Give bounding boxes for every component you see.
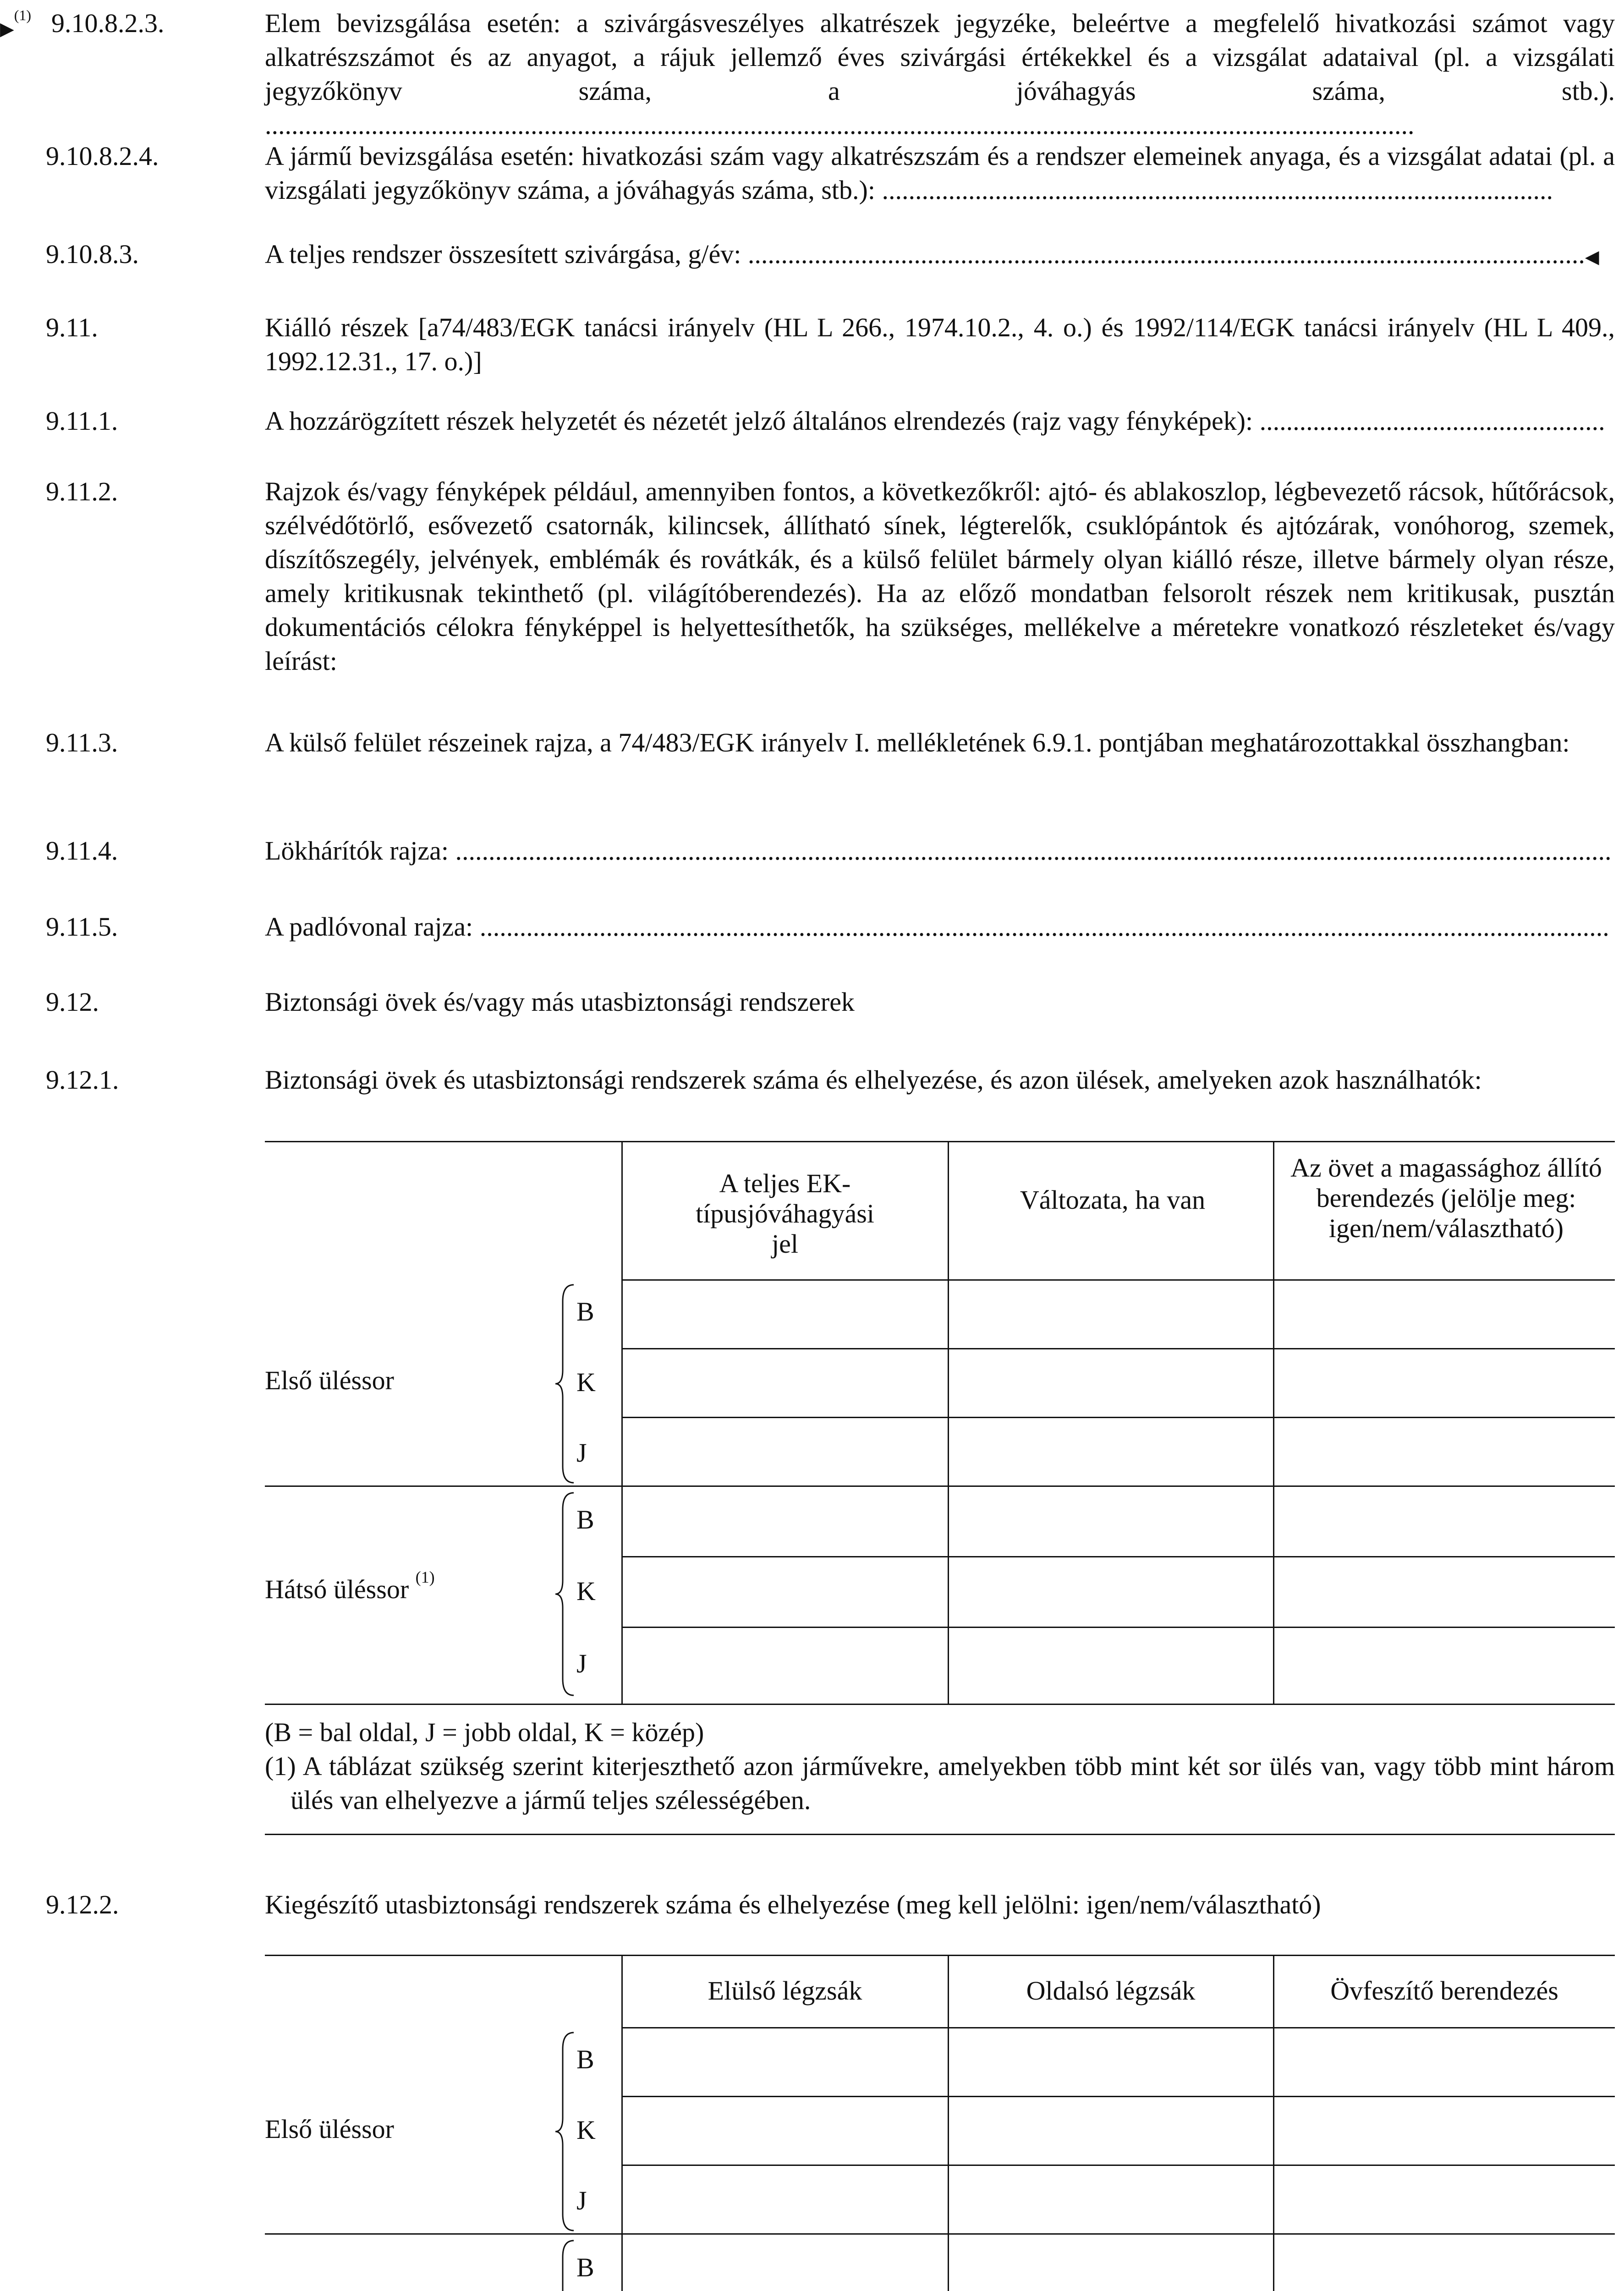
section-text: A külső felület részeinek rajza, a 74/483/EGK irányelv I. mellékletének 6.9.1. pontjában meghatározottakkal összhangban: <box>265 728 1570 757</box>
position-letter: J <box>576 1649 587 1678</box>
table-rule <box>621 1141 623 1705</box>
section-text: A teljes rendszer összesített szivárgása, g/év: ..............................................................................................................................◀ <box>265 239 1599 269</box>
seat-belt-table <box>265 1141 1615 1705</box>
position-letter: K <box>576 1576 596 1606</box>
position-letter: K <box>576 1367 596 1397</box>
position-letter: J <box>576 2186 587 2215</box>
section-text: A jármű bevizsgálása esetén: hivatkozási szám vagy alkatrészszám és a rendszer elemeinek anyaga, és a vizsgálat adatai (pl. a vizsgálati jegyzőkönyv száma, a jóváhagyás száma, stb.): ..................................................................................................... <box>265 141 1615 205</box>
table-rule <box>265 2233 1615 2235</box>
position-letter: B <box>576 2253 594 2282</box>
curly-brace-icon <box>554 2239 576 2291</box>
table-rule <box>621 1627 1615 1628</box>
column-header: Az övet a magassághoz állító berendezés (jelölje meg: igen/nem/választható) <box>1290 1153 1602 1243</box>
table-rule <box>621 1556 1615 1557</box>
position-letter: J <box>576 1438 587 1468</box>
position-letter: B <box>576 1297 594 1326</box>
end-marker: ◀ <box>1585 247 1599 267</box>
row-group-label: Első üléssor <box>265 1365 394 1395</box>
section-number: 9.11.3. <box>46 728 118 757</box>
table-border <box>265 1704 1615 1705</box>
table-border <box>265 1141 1615 1142</box>
position-letter: B <box>576 1505 594 1535</box>
section-number: 9.10.8.3. <box>46 239 139 269</box>
table-legend: (B = bal oldal, J = jobb oldal, K = közép) <box>265 1717 704 1747</box>
table-note <box>265 1716 1615 1817</box>
table-rule <box>1273 1141 1274 1705</box>
column-header: Övfeszítő berendezés <box>1330 1976 1558 2006</box>
section-number: 9.11.5. <box>46 912 118 942</box>
section-number: 9.11. <box>46 312 98 342</box>
section-text: Kiegészítő utasbiztonsági rendszerek száma és elhelyezése (meg kell jelölni: igen/nem/választható) <box>265 1890 1321 1919</box>
curly-brace-icon <box>554 1491 576 1697</box>
row-group-label: Hátsó üléssor $^{(1)}$ <box>265 1568 435 1604</box>
restraint-systems-table <box>265 1955 1615 2291</box>
table-rule <box>621 2165 1615 2166</box>
section-number: 9.11.4. <box>46 836 118 866</box>
column-header: Változata, ha van <box>1020 1185 1206 1215</box>
column-header: Oldalsó légzsák <box>1026 1976 1196 2006</box>
separator-rule <box>265 1834 1615 1835</box>
table-rule <box>621 1279 1615 1281</box>
section-text: A padlóvonal rajza: .......................................................................................................................................................................... <box>265 912 1609 942</box>
section-number: 9.12.2. <box>46 1890 119 1919</box>
row-group-label: Első üléssor <box>265 2114 394 2144</box>
table-rule <box>621 2027 1615 2028</box>
section-text: Elem bevizsgálása esetén: a szivárgásveszélyes alkatrészek jegyzéke, beleértve a megfelelő hivatkozási számot vagy alkatrészszámot és az anyagot, a rájuk jellemző éves szivárgási értékekkel és a vizsgálat adataival (pl. a vizsgálati jegyzőkönyv száma, a jóváhagyás száma, stb.). ............................................................................................................................................................................. <box>265 8 1615 140</box>
section-text: A hozzárögzített részek helyzetét és nézetét jelző általános elrendezés (rajz vagy fényképek): .................................................... <box>265 406 1605 436</box>
footnote: (1) A táblázat szükség szerint kiterjeszthető azon járművekre, amelyekben több mint két sor ülés van, vagy több mint három ülés van elhelyezve a jármű teljes szélességében. <box>265 1751 1615 1815</box>
section-number: 9.12. <box>46 987 99 1017</box>
table-rule <box>265 1485 1615 1487</box>
section-text: Rajzok és/vagy fényképek például, amennyiben fontos, a következőkről: ajtó- és ablakoszlop, légbevezető rácsok, hűtőrácsok, szélvédőtörlő, esővezető csatornák, kilincsek, állítható sínek, légterelők, csuklópántok és ajtózárak, vonóhorog, szemek, díszítőszegély, jelvények, emblémák és rovátkák, és a külső felület bármely olyan kiálló része, illetve bármely olyan része, amely kritikusnak tekinthető (pl. világítóberendezés). Ha az előző mondatban felsorolt részek nem kritikusak, pusztán dokumentációs célokra fényképpel is helyettesíthetők, ha szükséges, mellékelve a méretekre vonatkozó részleteket és/vagy leírást: <box>265 477 1615 676</box>
section-text: Biztonsági övek és/vagy más utasbiztonsági rendszerek <box>265 987 855 1017</box>
amendment-marker: ▶$^{(1)}$ <box>0 7 32 39</box>
table-rule <box>621 1348 1615 1349</box>
section-text: Lökhárítók rajza: .............................................................................................................................................................................. <box>265 836 1612 866</box>
curly-brace-icon <box>554 1283 576 1485</box>
section-number: 9.12.1. <box>46 1065 119 1095</box>
curly-brace-icon <box>554 2031 576 2232</box>
section-text: Kiálló részek [a74/483/EGK tanácsi irányelv (HL L 266., 1974.10.2., 4. o.) és 1992/114/EGK tanácsi irányelv (HL L 409., 1992.12.31., 17. o.)] <box>265 312 1615 376</box>
column-header: A teljes EK-típusjóváhagyási jel <box>696 1168 874 1259</box>
table-rule <box>621 2096 1615 2097</box>
position-letter: B <box>576 2044 594 2074</box>
section-text: Biztonsági övek és utasbiztonsági rendszerek száma és elhelyezése, és azon ülések, amelyeken azok használhatók: <box>265 1065 1482 1095</box>
position-letter: K <box>576 2115 596 2145</box>
column-header: Elülső légzsák <box>708 1976 862 2006</box>
table-rule <box>948 1141 949 1705</box>
section-number: 9.10.8.2.4. <box>46 141 159 171</box>
section-number: 9.11.1. <box>46 406 118 436</box>
section-number: 9.10.8.2.3. <box>51 8 165 38</box>
table-border <box>265 1955 1615 1956</box>
section-number: 9.11.2. <box>46 477 118 506</box>
table-rule <box>621 1417 1615 1418</box>
